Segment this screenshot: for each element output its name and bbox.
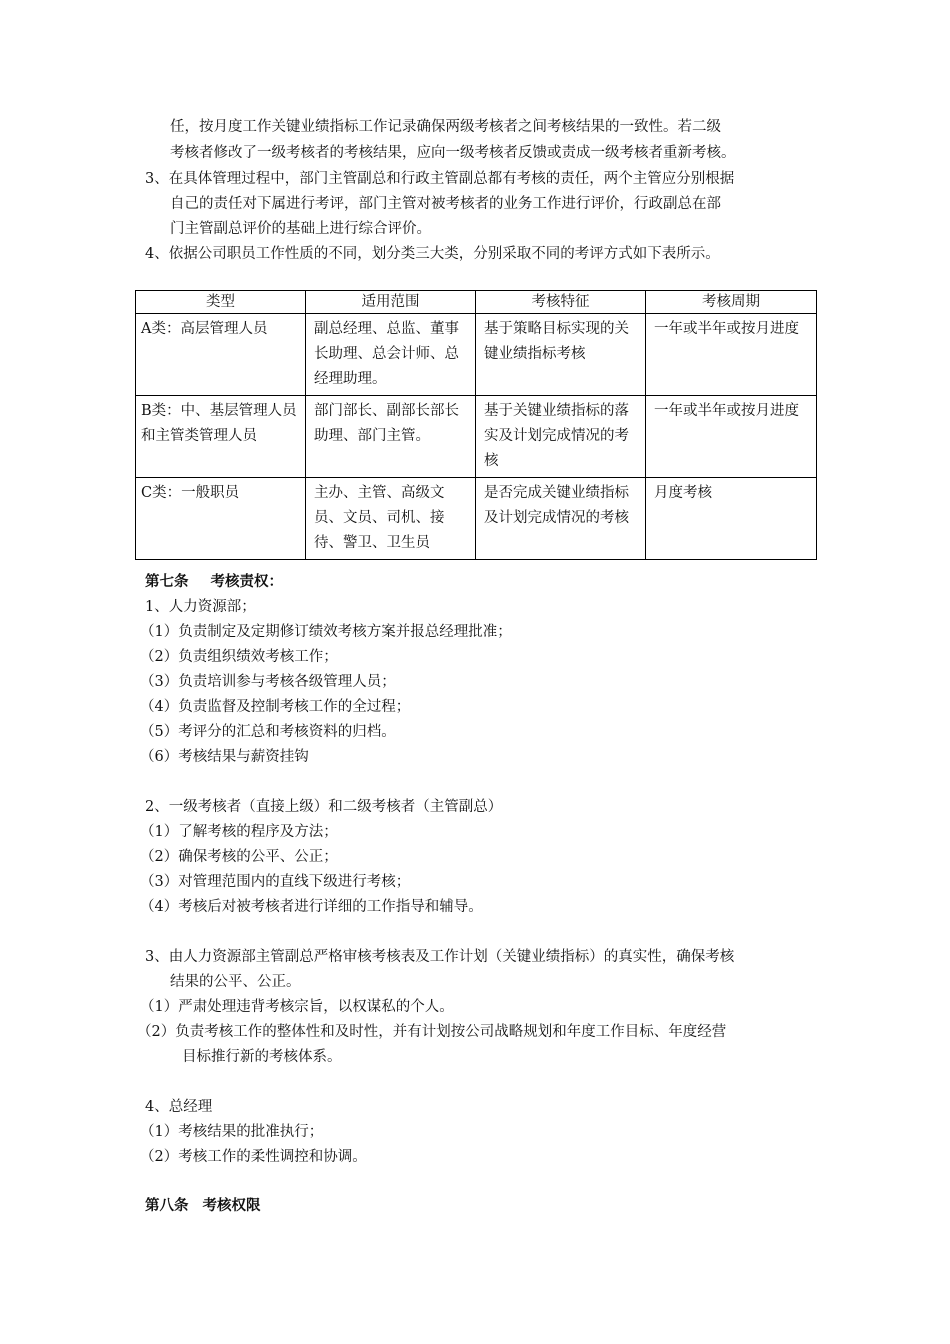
section-vp-heading-line-1: 3、由人力资源部主管副总严格审核考核表及工作计划（关键业绩指标）的真实性，确保考核 [145,949,735,965]
table-cell: A类：高层管理人员 [136,314,306,396]
article-7-title: 考核责权： [210,574,283,590]
evaluation-type-table [135,290,817,560]
table-cell: 部门部长、副部长部长助理、部门主管。 [306,396,476,478]
header-cycle: 考核周期 [646,291,817,314]
section-vp-heading-line-2: 结果的公平、公正。 [170,974,301,990]
list-item: （2）负责考核工作的整体性和及时性，并有计划按公司战略规划和年度工作目标、年度经营 [137,1024,727,1040]
intro-line-2: 考核者修改了一级考核者的考核结果，应向一级考核者反馈或责成一级考核者重新考核。 [170,145,736,161]
table-cell: 主办、主管、高级文员、文员、司机、接待、警卫、卫生员 [306,478,476,560]
article-7-number: 第七条 [145,574,189,590]
article-8-title: 考核权限 [202,1198,261,1214]
list-item: （6）考核结果与薪资挂钩 [140,749,309,765]
header-scope: 适用范围 [306,291,476,314]
list-item: （1）严肃处理违背考核宗旨，以权谋私的个人。 [140,999,454,1015]
intro-line-3: 3、在具体管理过程中，部门主管副总和行政主管副总都有考核的责任，两个主管应分别根据 [145,171,735,187]
article-8-heading [145,1196,261,1216]
list-item: （2）确保考核的公平、公正； [140,849,338,865]
list-item-continuation: 目标推行新的考核体系。 [182,1049,342,1065]
list-item: （3）对管理范围内的直线下级进行考核； [140,874,411,890]
list-item: （1）了解考核的程序及方法； [140,824,338,840]
table-cell: 基于策略目标实现的关键业绩指标考核 [476,314,646,396]
section-hr-heading: 1、人力资源部； [145,599,256,615]
header-type: 类型 [136,291,306,314]
list-item: （4）负责监督及控制考核工作的全过程； [140,699,411,715]
list-item: （1）负责制定及定期修订绩效考核方案并报总经理批准； [140,624,512,640]
table-cell: C类：一般职员 [136,478,306,560]
list-item: （2）考核工作的柔性调控和协调。 [140,1149,367,1165]
table-cell: 基于关键业绩指标的落实及计划完成情况的考核 [476,396,646,478]
list-item: （5）考评分的汇总和考核资料的归档。 [140,724,396,740]
table-cell: 月度考核 [646,478,817,560]
table-cell: 副总经理、总监、董事长助理、总会计师、总经理助理。 [306,314,476,396]
table-row [136,314,817,396]
intro-line-4: 自己的责任对下属进行考评，部门主管对被考核者的业务工作进行评价，行政副总在部 [170,196,721,212]
list-item: （4）考核后对被考核者进行详细的工作指导和辅导。 [140,899,483,915]
article-7-heading [145,572,283,592]
table-cell: B类：中、基层管理人员和主管类管理人员 [136,396,306,478]
table-cell: 一年或半年或按月进度 [646,396,817,478]
table-row [136,396,817,478]
intro-line-1: 任，按月度工作关键业绩指标工作记录确保两级考核者之间考核结果的一致性。若二级 [170,119,721,135]
table-row [136,478,817,560]
list-item: （3）负责培训参与考核各级管理人员； [140,674,396,690]
section-gm-heading: 4、总经理 [145,1099,213,1115]
intro-line-6: 4、依据公司职员工作性质的不同，划分类三大类，分别采取不同的考评方式如下表所示。 [145,246,720,262]
header-feature: 考核特征 [476,291,646,314]
table-cell: 一年或半年或按月进度 [646,314,817,396]
list-item: （2）负责组织绩效考核工作； [140,649,338,665]
section-reviewers-heading: 2、一级考核者（直接上级）和二级考核者（主管副总） [145,799,503,815]
table-cell: 是否完成关键业绩指标及计划完成情况的考核 [476,478,646,560]
table-header-row [136,291,817,314]
intro-line-5: 门主管副总评价的基础上进行综合评价。 [170,221,431,237]
list-item: （1）考核结果的批准执行； [140,1124,324,1140]
article-8-number: 第八条 [145,1198,189,1214]
